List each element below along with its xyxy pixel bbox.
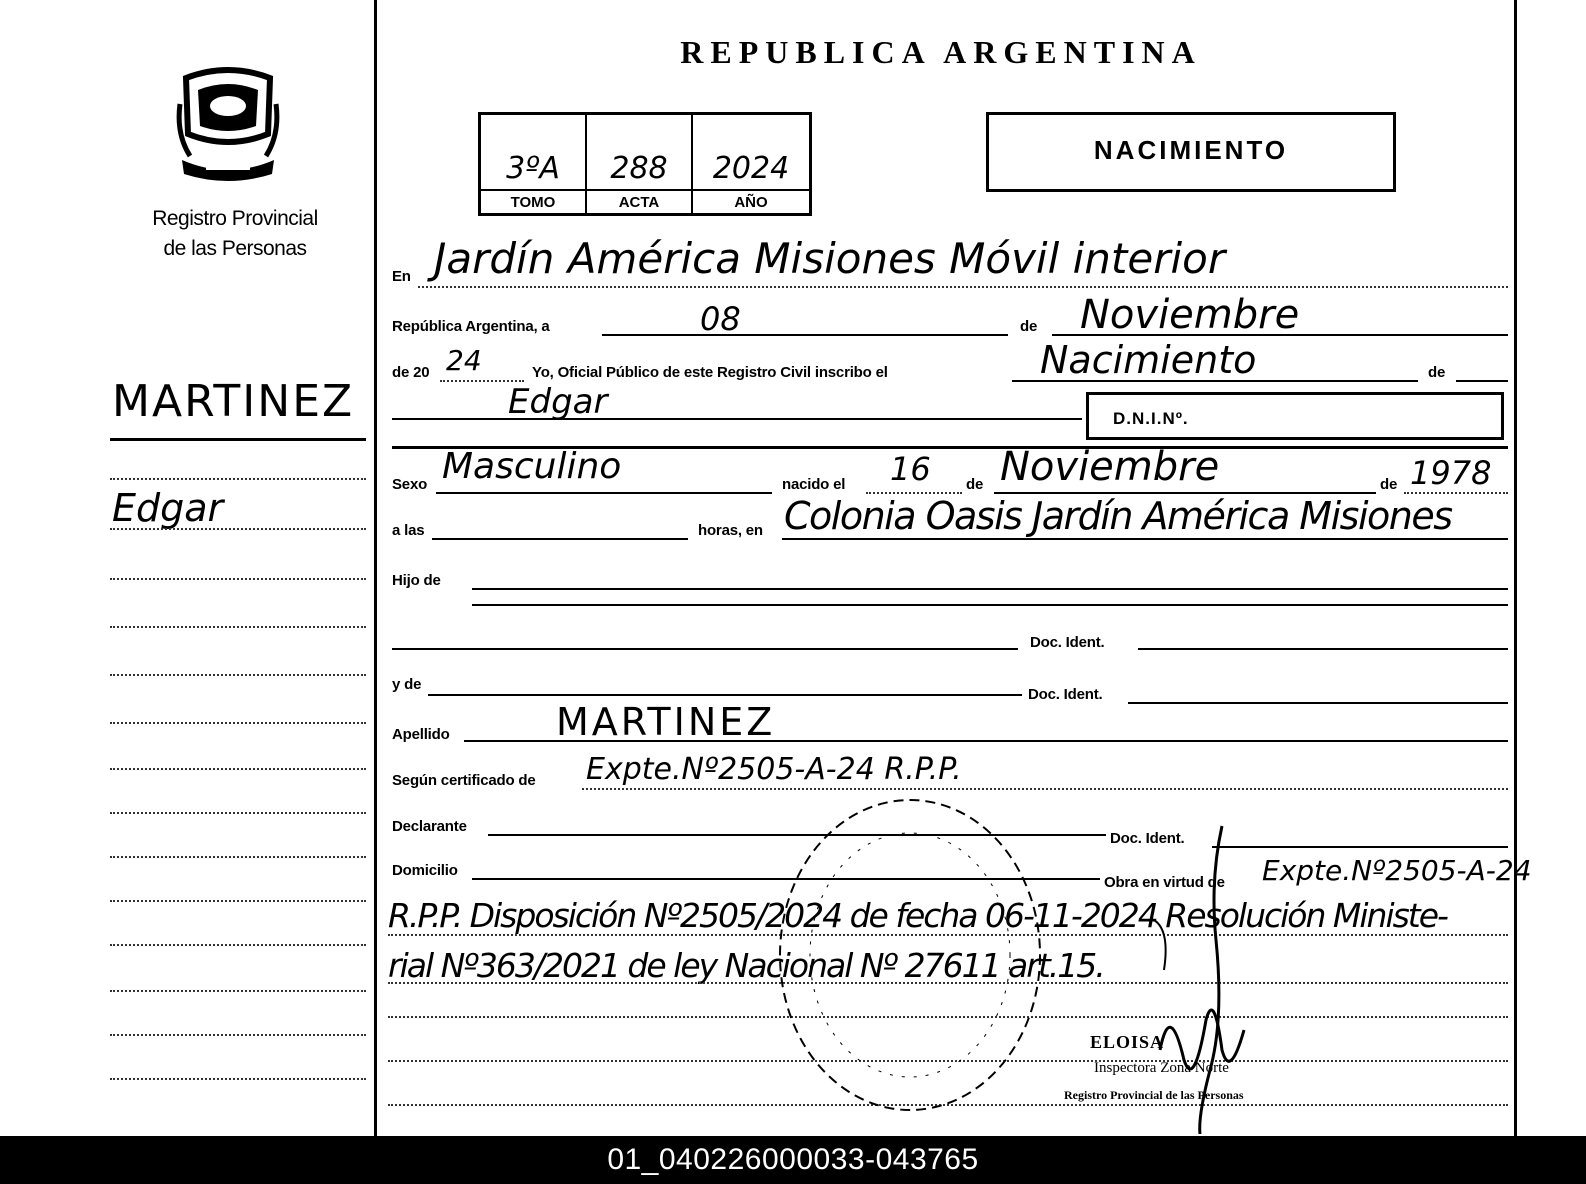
line-doc-ident-2 bbox=[1128, 702, 1508, 704]
place-value: Jardín América Misiones Móvil interior bbox=[434, 234, 1226, 283]
margin-line bbox=[110, 478, 366, 480]
registry-line-1: Registro Provincial bbox=[152, 207, 318, 230]
name-value: Edgar bbox=[508, 382, 608, 422]
month-value: Noviembre bbox=[1080, 292, 1300, 338]
margin-surname-line bbox=[110, 438, 366, 441]
label-domicilio: Domicilio bbox=[392, 862, 458, 879]
right-border bbox=[1514, 0, 1517, 1136]
birth-day-value: 16 bbox=[890, 450, 931, 488]
line-place bbox=[418, 286, 1508, 288]
label-segun: Según certificado de bbox=[392, 772, 536, 789]
day-value: 08 bbox=[700, 300, 741, 338]
registry-name bbox=[100, 204, 370, 264]
label-de-1: de bbox=[1020, 318, 1038, 335]
margin-line bbox=[110, 1078, 366, 1080]
acta-cell bbox=[587, 115, 693, 213]
birth-month-value: Noviembre bbox=[1000, 444, 1220, 490]
document-code-bar: 01_040226000033-043765 bbox=[0, 1136, 1586, 1184]
label-doc-ident-3: Doc. Ident. bbox=[1110, 830, 1185, 847]
acta-label: ACTA bbox=[587, 189, 691, 215]
margin-line bbox=[110, 900, 366, 902]
margin-line bbox=[110, 528, 366, 530]
anio-cell bbox=[693, 115, 809, 213]
surname-value: MARTINEZ bbox=[556, 700, 776, 744]
label-de-20: de 20 bbox=[392, 364, 430, 381]
certificate-value: Expte.Nº2505-A-24 R.P.P. bbox=[586, 752, 962, 787]
sex-value: Masculino bbox=[442, 446, 622, 487]
tomo-label: TOMO bbox=[481, 189, 585, 215]
label-nacido: nacido el bbox=[782, 476, 846, 493]
line-y-de bbox=[428, 694, 1022, 696]
margin-line bbox=[110, 722, 366, 724]
label-republica: República Argentina, a bbox=[392, 318, 550, 335]
dni-label: D.N.I.Nº. bbox=[1113, 409, 1189, 428]
line-hours bbox=[432, 538, 688, 540]
anio-value: 2024 bbox=[712, 151, 790, 186]
margin-line bbox=[110, 674, 366, 676]
line-hijo-de bbox=[472, 588, 1508, 590]
margin-line bbox=[110, 812, 366, 814]
label-doc-ident-1: Doc. Ident. bbox=[1030, 634, 1105, 651]
page-title: REPUBLICA ARGENTINA bbox=[680, 34, 1202, 70]
label-obra: Obra en virtud de bbox=[1104, 874, 1225, 891]
label-de-2: de bbox=[1428, 364, 1446, 381]
line-doc-ident-1 bbox=[1138, 648, 1508, 650]
label-en: En bbox=[392, 268, 411, 285]
official-stamp bbox=[770, 790, 1050, 1120]
line-day bbox=[602, 334, 1008, 336]
note-line-2: rial Nº363/2021 de ley Nacional Nº 27611 art.15. bbox=[388, 946, 1104, 985]
line-birth-place bbox=[782, 538, 1508, 540]
stamp-signer-name: ELOISA bbox=[1090, 1032, 1165, 1052]
label-oficial: Yo, Oficial Público de este Registro Civil inscribo el bbox=[532, 364, 888, 381]
year-suffix-value: 24 bbox=[446, 344, 482, 377]
line-parent-1 bbox=[392, 648, 1018, 650]
margin-line bbox=[110, 990, 366, 992]
birth-place-value: Colonia Oasis Jardín América Misiones bbox=[784, 494, 1452, 538]
line-sex bbox=[436, 492, 772, 494]
acta-value: 288 bbox=[610, 151, 668, 186]
label-de-4: de bbox=[1380, 476, 1398, 493]
stamp-signer-office: Registro Provincial de las Personas bbox=[1064, 1088, 1244, 1102]
label-doc-ident-2: Doc. Ident. bbox=[1028, 686, 1103, 703]
label-apellido: Apellido bbox=[392, 726, 450, 743]
document-type-box: NACIMIENTO bbox=[986, 112, 1396, 192]
margin-given-name: Edgar bbox=[112, 486, 224, 530]
label-de-3: de bbox=[966, 476, 984, 493]
margin-line bbox=[110, 768, 366, 770]
margin-surname: MARTINEZ bbox=[112, 376, 355, 427]
line-de-2 bbox=[1456, 380, 1508, 382]
label-a-las: a las bbox=[392, 522, 425, 539]
label-horas-en: horas, en bbox=[698, 522, 763, 539]
margin-line bbox=[110, 626, 366, 628]
tomo-cell bbox=[481, 115, 587, 213]
coat-of-arms-seal bbox=[176, 64, 280, 182]
anio-label: AÑO bbox=[693, 189, 809, 215]
label-declarante: Declarante bbox=[392, 818, 467, 835]
note-line-1: R.P.P. Disposición Nº2505/2024 de fecha 06-11-2024 Resolución Ministe- bbox=[388, 896, 1447, 935]
line-hijo-de-2 bbox=[472, 604, 1508, 606]
line-name bbox=[392, 418, 1082, 420]
margin-line bbox=[110, 856, 366, 858]
act-type-value: Nacimiento bbox=[1040, 338, 1257, 382]
label-hijo-de: Hijo de bbox=[392, 572, 441, 589]
birth-year-value: 1978 bbox=[1410, 454, 1492, 492]
record-number-box bbox=[478, 112, 812, 216]
margin-line bbox=[110, 1034, 366, 1036]
margin-line bbox=[110, 578, 366, 580]
stamp-signer-role: Inspectora Zona Norte bbox=[1094, 1060, 1229, 1076]
obra-value: Expte.Nº2505-A-24 bbox=[1262, 854, 1532, 887]
tomo-value: 3ºA bbox=[506, 151, 560, 186]
label-y-de: y de bbox=[392, 676, 422, 693]
registry-line-2: de las Personas bbox=[163, 237, 307, 260]
left-border bbox=[374, 0, 377, 1136]
margin-line bbox=[110, 944, 366, 946]
dni-box bbox=[1086, 392, 1504, 440]
label-sexo: Sexo bbox=[392, 476, 428, 493]
